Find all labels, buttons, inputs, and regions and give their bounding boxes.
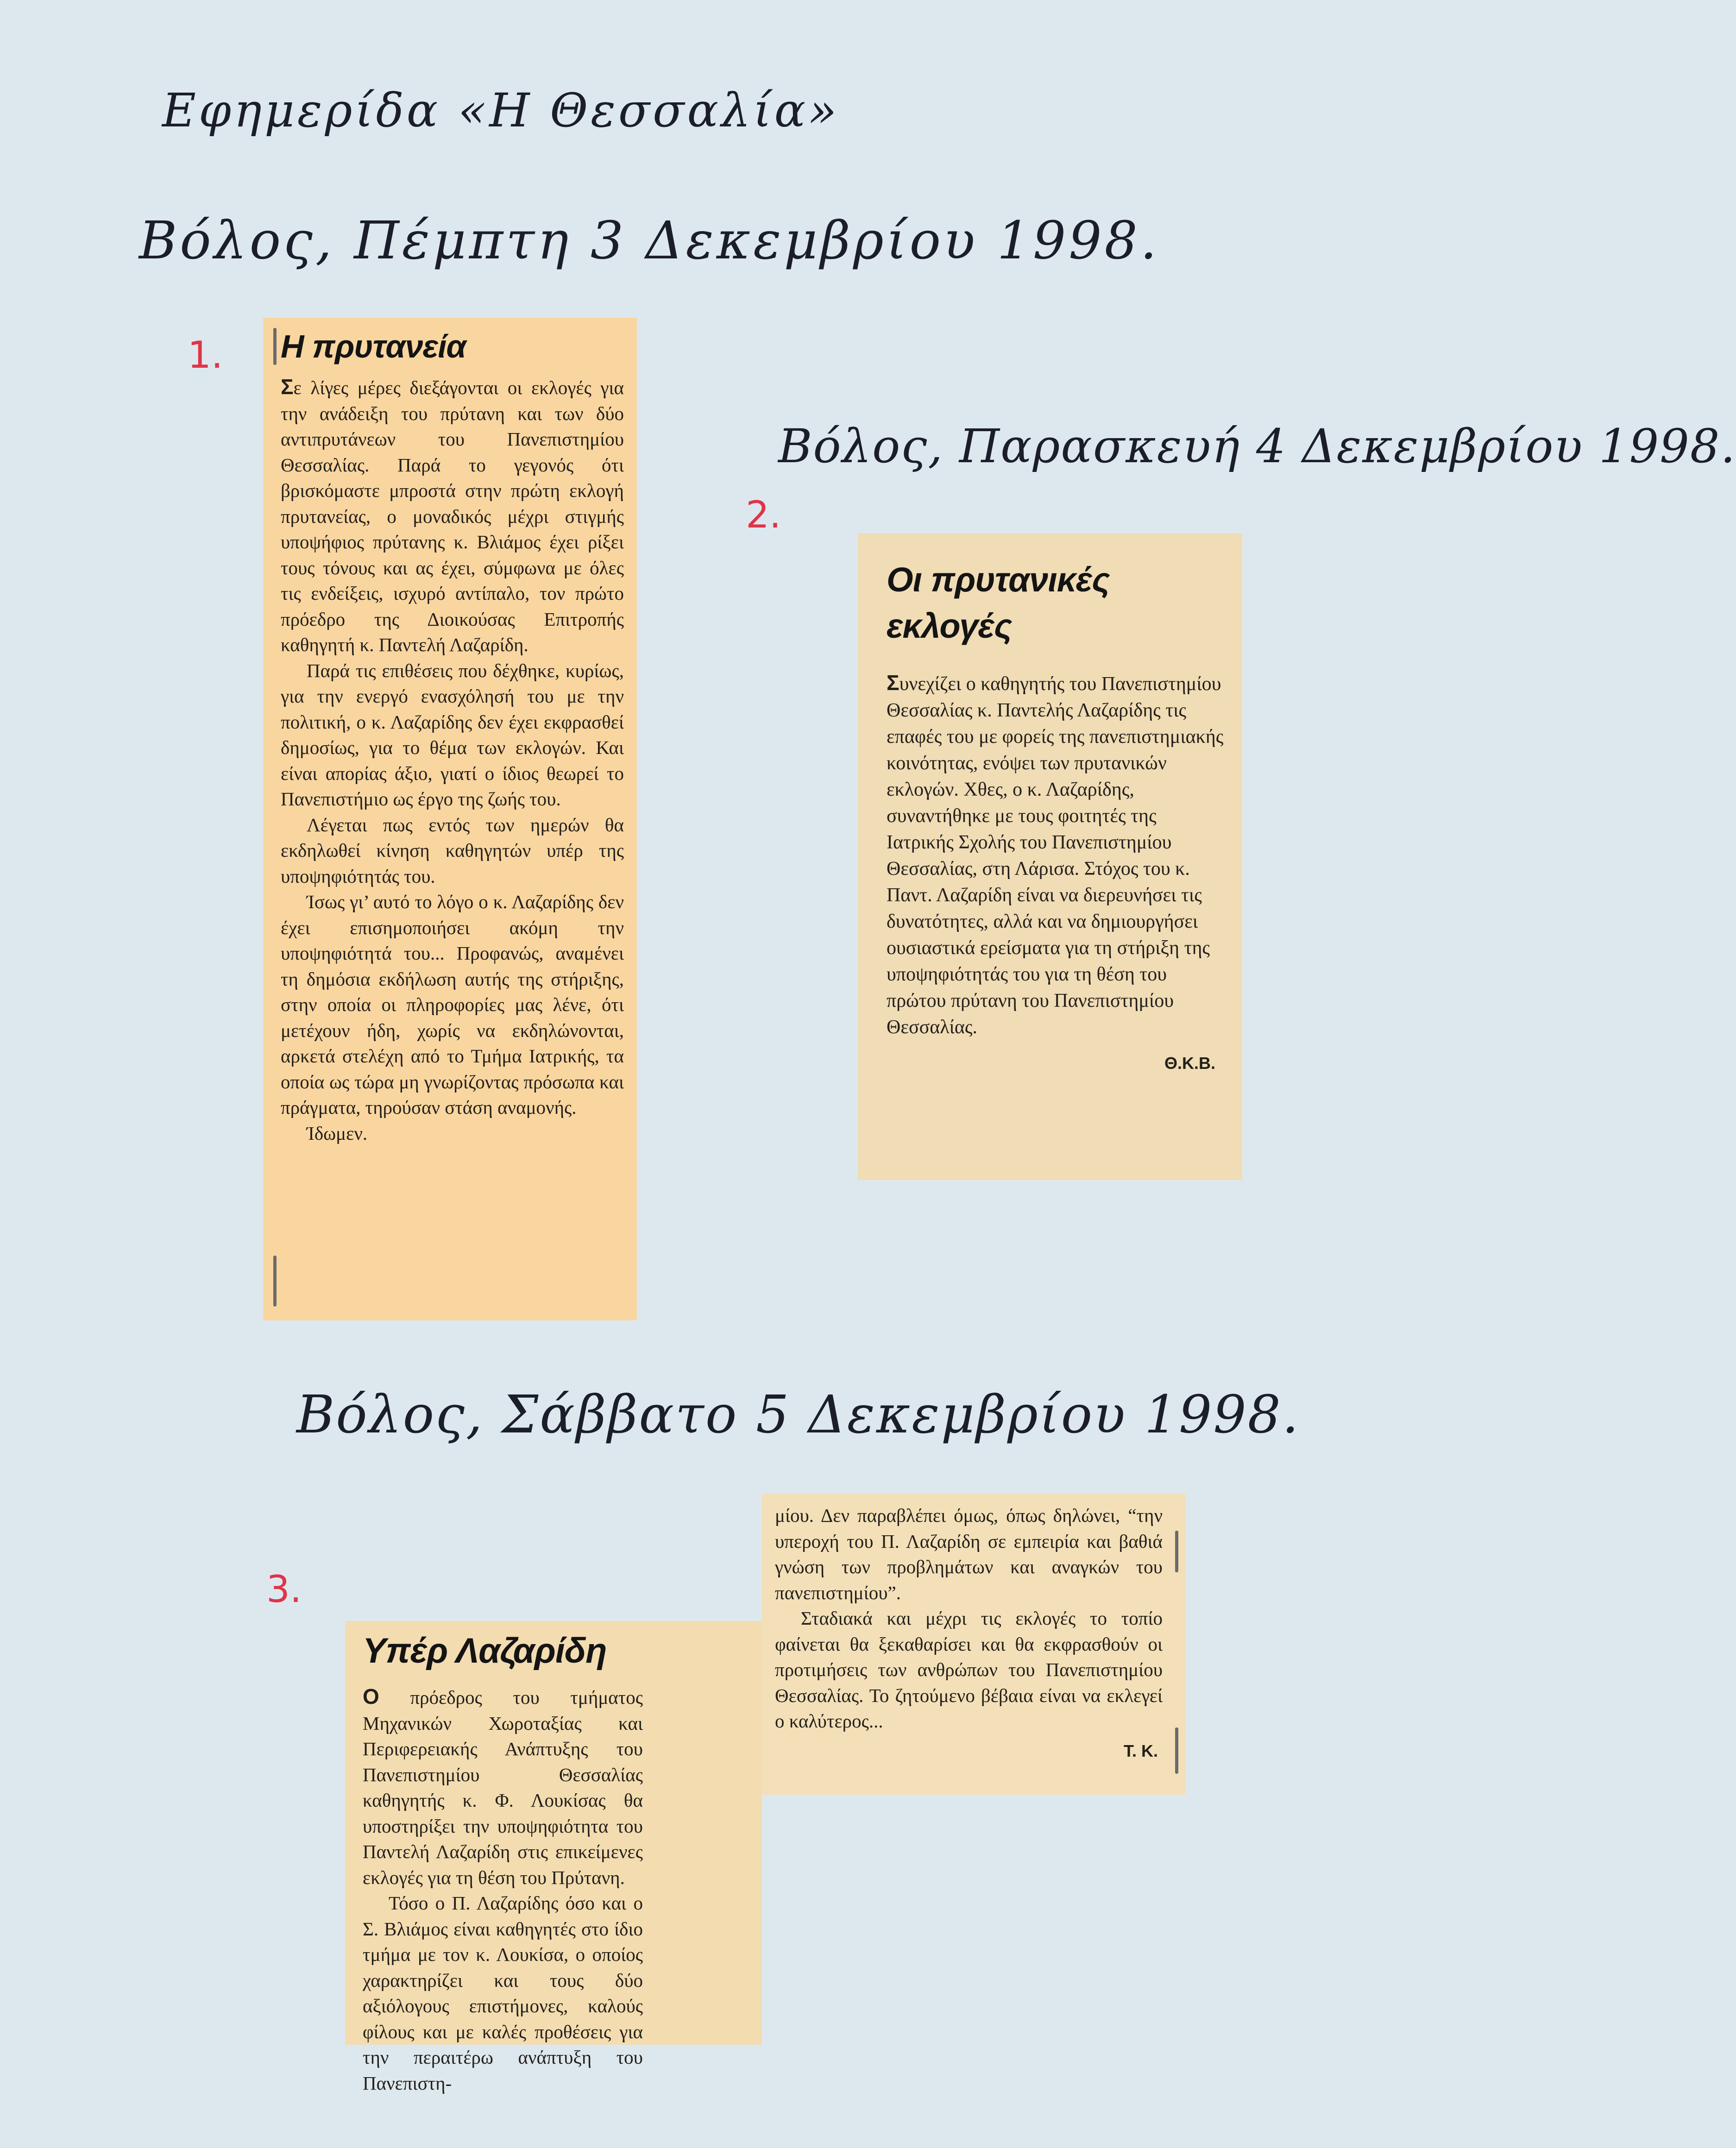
clipping-3-paragraph: Ο πρόεδρος του τμήματος Μηχανικών Χωροταξίας και Περιφερειακής Ανάπτυξης του Πανεπιστημίου Θεσσαλίας καθηγητής κ. Φ. Λουκίσας θα υποστηρίξει την υποψηφιότητα του Παντελή Λαζαρίδη στις επικείμενες εκλογές για τη θέση του Πρύτανη. bbox=[363, 1684, 643, 1888]
column-marker bbox=[273, 328, 277, 365]
date-note-3: Βόλος, Σάββατο 5 Δεκεμβρίου 1998. bbox=[296, 1385, 1300, 1445]
date-note-1: Βόλος, Πέμπτη 3 Δεκεμβρίου 1998. bbox=[139, 211, 1160, 271]
newspaper-note: Εφημερίδα «Η Θεσσαλία» bbox=[162, 83, 840, 138]
clipping-3-continuation bbox=[762, 1494, 1186, 1795]
column-marker bbox=[273, 1256, 277, 1306]
clipping-3-paragraph: Σταδιακά και μέχρι τις εκλογές το τοπίο φαίνεται θα ξεκαθαρίσει και θα εκφρασθούν οι προτιμήσεις των ανθρώπων του Πανεπιστημίου Θεσσαλίας. Το ζητούμενο βέβαια είναι να εκλεγεί ο καλύτερος... bbox=[775, 1608, 1163, 1732]
column-marker bbox=[1175, 1531, 1178, 1572]
clipping-3-paragraph: μίου. Δεν παραβλέπει όμως, όπως δηλώνει, “την υπεροχή του Π. Λαζαρίδη σε εμπειρία και βαθιά γνώση των προβλημάτων και αναγκών του πανεπιστημίου”. bbox=[775, 1505, 1163, 1603]
clipping-1 bbox=[263, 318, 637, 1320]
drop-cap: Σ bbox=[887, 671, 899, 695]
clipping-1-paragraph: Λέγεται πως εντός των ημερών θα εκδηλωθεί κίνηση καθηγητών υπέρ της υποψηφιότητάς του. bbox=[281, 814, 624, 887]
clipping-number-3: 3. bbox=[266, 1568, 302, 1611]
clipping-3 bbox=[345, 1621, 762, 2094]
clipping-3-paragraph: Τόσο ο Π. Λαζαρίδης όσο και ο Σ. Βλιάμος είναι καθηγητές στο ίδιο τμήμα με τον κ. Λουκίσα, ο οποίος χαρακτηρίζει και τους δύο αξιόλογους επιστήμονες, καλούς φίλους και με καλές προθέσεις για την περαιτέρω ανάπτυξη του Πανεπιστη- bbox=[363, 1892, 643, 2094]
headline-line: Οι πρυτανικές bbox=[887, 560, 1110, 599]
clipping-2 bbox=[858, 534, 1242, 1180]
clipping-1-headline: Η πρυτανεία bbox=[281, 328, 466, 364]
date-note-2: Βόλος, Παρασκευή 4 Δεκεμβρίου 1998. bbox=[778, 419, 1736, 473]
clipping-1-paragraph: Σε λίγες μέρες διεξάγονται οι εκλογές για την ανάδειξη του πρύτανη και των δύο αντιπρυτάνεων του Πανεπιστημίου Θεσσαλίας. Παρά το γεγονός ότι βρισκόμαστε μπροστά στην πρώτη εκλογή πρυτανείας, ο μοναδικός μέχρι στιγμής υποψήφιος πρύτανης κ. Βλιάμος έχει ρίξει τους τόνους και ας έχει, σύμφωνα με όλες τις ενδείξεις, ισχυρό αντίπαλο, τον πρώτο πρόεδρο της Διοικούσας Επιτροπής καθηγητή κ. Παντελή Λαζαρίδη. bbox=[281, 375, 624, 655]
clipping-2-headline bbox=[887, 557, 1225, 649]
clipping-1-paragraph: Παρά τις επιθέσεις που δέχθηκε, κυρίως, για την ενεργό ενασχόλησή του με την πολιτική, ο κ. Λαζαρίδης δεν έχει εκφρασθεί δημοσίως, για το θέμα των εκλογών. Και είναι απορίας άξιο, γιατί ο ίδιος θεωρεί το Πανεπιστήμιο ως έργο της ζωής του. bbox=[281, 659, 624, 810]
clipping-2-body: Συνεχίζει ο καθηγητής του Πανεπιστημίου Θεσσαλίας κ. Παντελής Λαζαρίδης τις επαφές του με φορείς της πανεπιστημιακής κοινότητας, ενόψει των πρυτανικών εκλογών. Χθες, ο κ. Λαζαρίδης, συναντήθηκε με τους φοιτητές της Ιατρικής Σχολής του Πανεπιστημίου Θεσσαλίας, στη Λάρισα. Στόχος του κ. Παντ. Λαζαρίδη είναι να διερευνήσει τις δυνατότητες, αλλά και να δημιουργήσει ουσιαστικά ερείσματα για τη στήριξη της υποψηφιότητάς του για τη θέση του πρώτου πρύτανη του Πανεπιστημίου Θεσσαλίας. bbox=[887, 671, 1224, 1038]
column-marker bbox=[1175, 1727, 1178, 1774]
clipping-3-signature: Τ. Κ. bbox=[1123, 1741, 1158, 1760]
drop-cap: Σ bbox=[281, 375, 294, 399]
clipping-2-signature: Θ.Κ.Β. bbox=[1164, 1054, 1215, 1073]
clipping-1-paragraph: Ίσως γι’ αυτό το λόγο ο κ. Λαζαρίδης δεν έχει επισημοποιήσει ακόμη την υποψηφιότητά του... Προφανώς, αναμένει τη δημόσια εκδήλωση αυτής της στήριξης, στην οποία οι πληροφορίες μας λένε, ότι μετέχουν ήδη, χωρίς να εκδηλώνονται, αρκετά στελέχη από το Τμήμα Ιατρικής, τα οποία ως τώρα μη γνωρίζοντας πρόσωπα και πράγματα, τηρούσαν στάση αναμονής. bbox=[281, 891, 624, 1118]
clipping-number-2: 2. bbox=[746, 493, 781, 536]
clipping-number-1: 1. bbox=[188, 333, 223, 377]
headline-line: εκλογές bbox=[887, 607, 1012, 645]
drop-cap: Ο bbox=[363, 1684, 379, 1708]
clipping-3-headline: Υπέρ Λαζαρίδη bbox=[363, 1631, 607, 1671]
clipping-1-paragraph: Ίδωμεν. bbox=[307, 1122, 368, 1144]
